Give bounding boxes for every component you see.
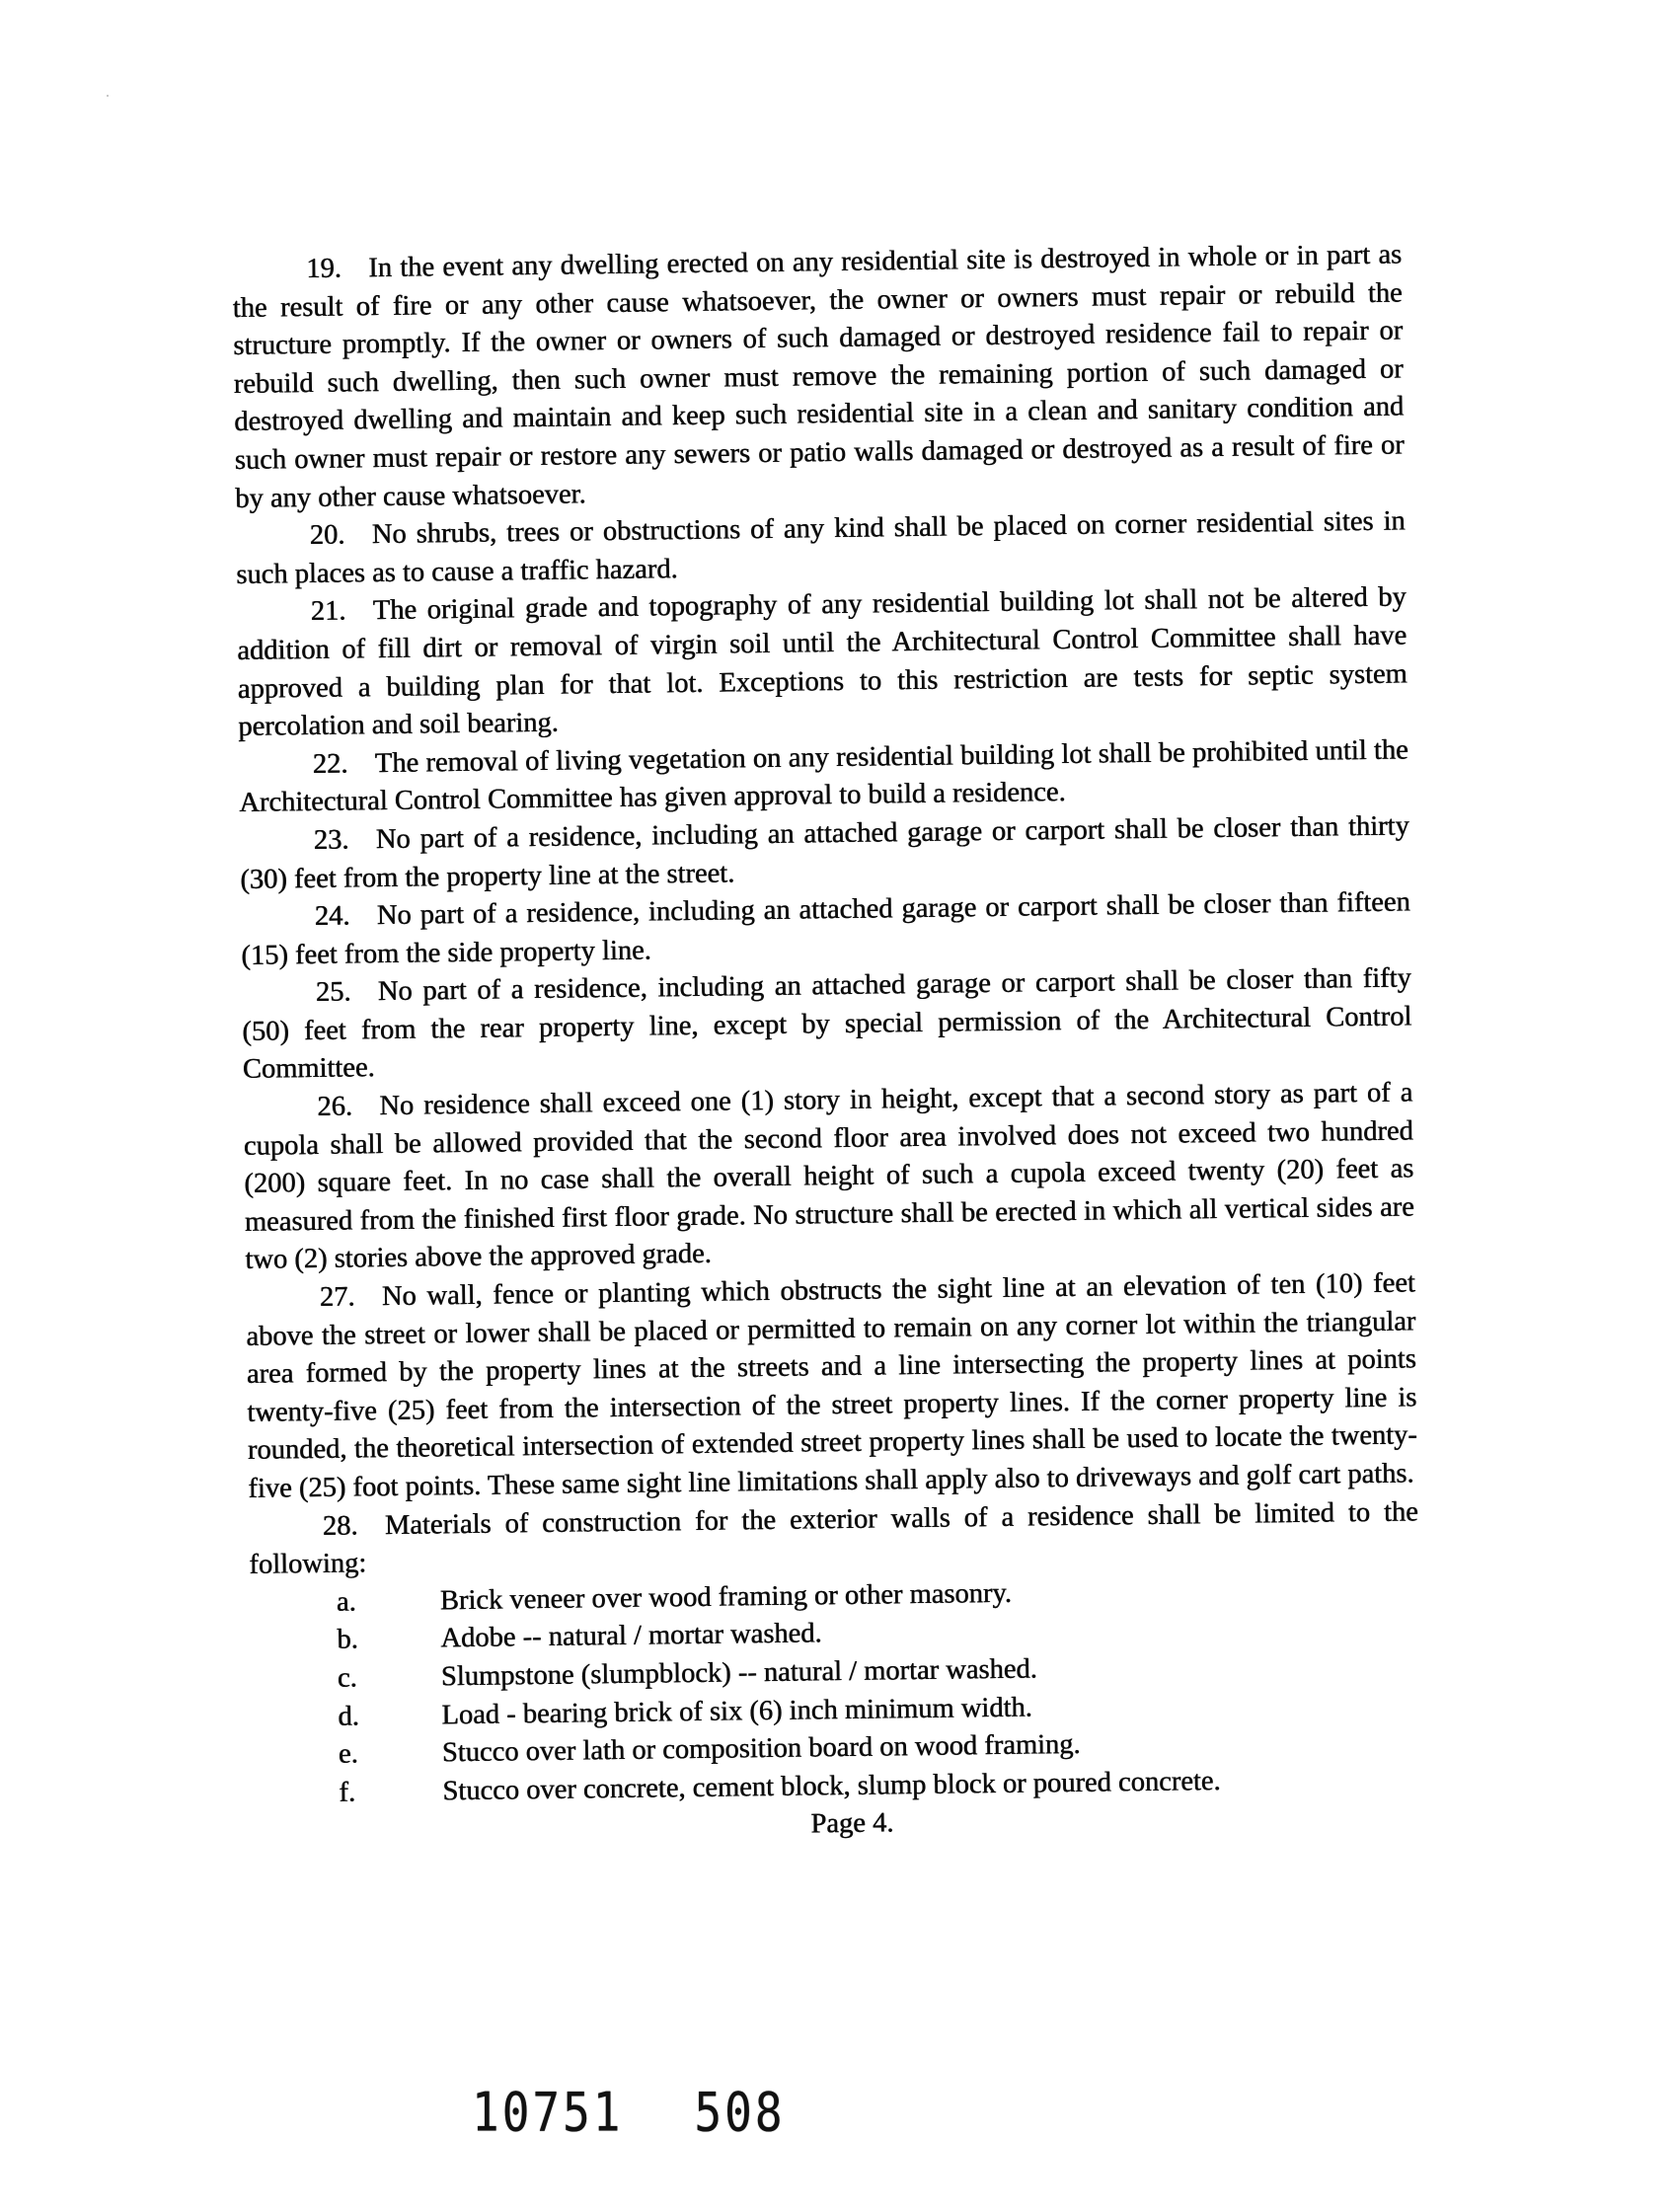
list-letter: d. xyxy=(338,1701,360,1732)
paragraph-number: 20. xyxy=(309,519,345,552)
paragraph-text: In the event any dwelling erected on any residential site is destroyed in whole or in part as the result of fire or any other cause whatsoever, the owner or owners must repair or rebuild the structure promptly. If the owner or owners of such damaged or destroyed residence fail to repair or rebuild such dwelling, then such owner must remove the remaining portion of such damaged or destroyed dwelling and maintain and keep such residential site in a clean and sanitary condition and such owner must repair or restore any sewers or patio walls damaged or destroyed as a result of fire or by any other cause whatsoever. xyxy=(232,239,1405,514)
covenant-text-body xyxy=(232,236,1422,1851)
paragraph-text: No shrubs, trees or obstructions of any kind shall be placed on corner residential sites in such places as to cause a traffic hazard. xyxy=(236,505,1406,590)
paragraph-number: 25. xyxy=(315,976,351,1009)
paragraph-number: 24. xyxy=(314,900,350,933)
scan-speck xyxy=(107,95,109,97)
list-letter: f. xyxy=(339,1777,356,1808)
list-text: Adobe -- natural / mortar washed. xyxy=(440,1618,822,1654)
list-text: Brick veneer over wood framing or other masonry. xyxy=(439,1577,1013,1617)
paragraph-26 xyxy=(243,1074,1414,1279)
recording-book-number: 10751 xyxy=(472,2081,624,2144)
paragraph-text: No part of a residence, including an attached garage or carport shall be closer than fifty (50) feet from the rear property line, except by special permission of the Architectural Control Committee. xyxy=(242,962,1412,1086)
paragraph-25 xyxy=(242,960,1412,1090)
paragraph-19 xyxy=(232,236,1405,518)
recording-stamp xyxy=(472,2081,786,2144)
list-text: Slumpstone (slumpblock) -- natural / mortar washed. xyxy=(440,1653,1037,1693)
paragraph-text: No residence shall exceed one (1) story in height, except that a second story as part of a cupola shall be allowed provided that the second floor area involved does not exceed two hundred (200) square feet. In no case shall the overall height of such a cupola exceed twenty (20) feet as measured from the finished first floor grade. No structure shall be erected in which all vertical sides are two (2) stories above the approved grade. xyxy=(243,1077,1414,1276)
list-letter: a. xyxy=(336,1586,356,1618)
paragraph-27 xyxy=(246,1264,1418,1508)
list-text: Stucco over lath or composition board on wood framing. xyxy=(441,1729,1081,1769)
list-letter: b. xyxy=(337,1624,358,1656)
paragraph-number: 28. xyxy=(322,1510,358,1542)
paragraph-text: The original grade and topography of any residential building lot shall not be altered by addition of fill dirt or removal of virgin soil until the Architectural Control Committee shall have approved a building plan for that lot. Exceptions to this restriction are tests for septic system percolation and soil bearing. xyxy=(237,581,1408,743)
paragraph-21 xyxy=(237,579,1408,747)
recording-page-number: 508 xyxy=(694,2081,786,2144)
list-text: Load - bearing brick of six (6) inch minimum width. xyxy=(441,1692,1032,1730)
paragraph-text: The removal of living vegetation on any residential building lot shall be prohibited until the Architectural Control Committee has given approval to build a residence. xyxy=(239,734,1408,819)
list-letter: c. xyxy=(337,1662,357,1694)
paragraph-number: 19. xyxy=(306,253,342,285)
paragraph-text: No wall, fence or planting which obstructs the sight line at an elevation of ten (10) feet above the street or lower shall be placed or permitted to remain on any corner lot within the triangular area formed by the property lines at the streets and a line intersecting the property lines at points twenty-five (25) feet from the intersection of the street property lines. If the corner property line is rounded, the theoretical intersection of extended street property lines shall be used to locate the twenty-five (25) foot points. These same sight line limitations shall apply also to driveways and golf cart paths. xyxy=(246,1267,1418,1504)
paragraph-number: 27. xyxy=(319,1281,355,1313)
list-text: Stucco over concrete, cement block, slump block or poured concrete. xyxy=(442,1765,1221,1807)
paragraph-text: No part of a residence, including an attached garage or carport shall be closer than thirty (30) feet from the property line at the street. xyxy=(240,810,1409,895)
materials-list xyxy=(250,1569,1422,1813)
list-letter: e. xyxy=(338,1738,358,1770)
paragraph-text: No part of a residence, including an attached garage or carport shall be closer than fifteen (15) feet from the side property line. xyxy=(241,886,1410,971)
page-number-label: Page 4. xyxy=(810,1807,894,1840)
paragraph-text: Materials of construction for the exterior walls of a residence shall be limited to the following: xyxy=(249,1495,1419,1581)
paragraph-number: 22. xyxy=(312,748,348,780)
paragraph-number: 23. xyxy=(313,824,349,856)
paragraph-number: 21. xyxy=(310,595,346,628)
paragraph-number: 26. xyxy=(317,1091,353,1123)
